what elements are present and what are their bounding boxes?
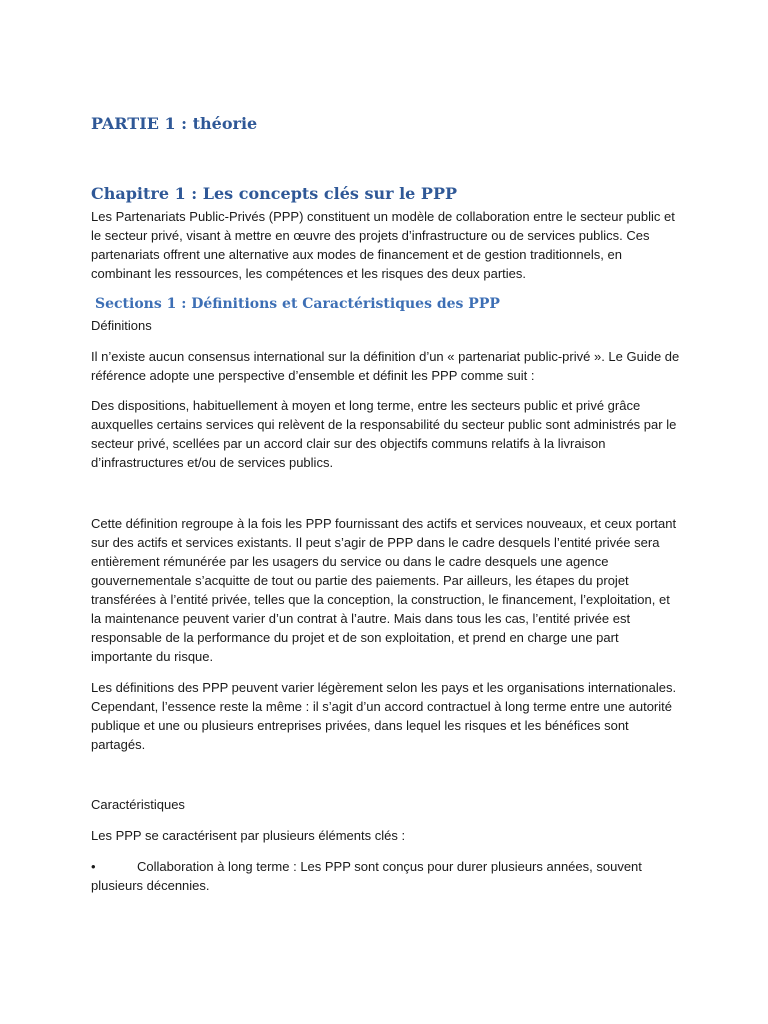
part-title: PARTIE 1 : théorie [91, 114, 258, 133]
bullet-item [91, 857, 681, 895]
definition-intro-paragraph: Il n’existe aucun consensus international sur la définition d’un « partenariat public-privé ». Le Guide de référence adopte une perspective d’ensemble et définit les PPP comme suit : [91, 349, 680, 383]
definition-variation-paragraph: Les définitions des PPP peuvent varier légèrement selon les pays et les organisations internationales. Cependant, l’essence reste la même : il s’agit d’un accord contractuel à long terme entre une autorité publique et une ou plusieurs entreprises privées, dans lequel les risques et les bénéfices sont partagés. [91, 680, 677, 752]
definition-scope-paragraph: Cette définition regroupe à la fois les PPP fournissant des actifs et services nouveaux, et ceux portant sur des actifs et services existants. Il peut s’agir de PPP dans le cadre desquels l’entité privée sera entièrement rémunérée par les usagers du service ou dans le cadre desquels une agence gouvernementale s’acquitte de tout ou partie des paiements. Par ailleurs, les étapes du projet transférées à l’entité privée, telles que la conception, la construction, le financement, l’exploitation, et la maintenance peuvent varier d’un contrat à l’autre. Mais dans tous les cas, l’entité privée est responsable de la performance du projet et de son exploitation, et prend en charge une part importante du risque. [91, 516, 677, 664]
intro-paragraph: Les Partenariats Public-Privés (PPP) constituent un modèle de collaboration entre le secteur public et le secteur privé, visant à mettre en œuvre des projets d’infrastructure ou de services publics. Ces partenariats offrent une alternative aux modes de financement et de gestion traditionnels, en combinant les ressources, les compétences et les risques des deux parties. [91, 209, 675, 281]
characteristics-intro: Les PPP se caractérisent par plusieurs éléments clés : [91, 828, 406, 843]
definition-quote-paragraph: Des dispositions, habituellement à moyen et long terme, entre les secteurs public et privé grâce auxquelles certains services qui relèvent de la responsabilité du secteur public sont administrés par le secteur privé, scellées par un accord clair sur des objectifs communs relatifs à la livraison d’infrastructures et/ou de services publics. [91, 398, 677, 470]
bullet-symbol: • [91, 859, 96, 874]
bullet-text: Collaboration à long terme : Les PPP sont conçus pour durer plusieurs années, souvent plusieurs décennies. [91, 859, 642, 893]
chapter-title: Chapitre 1 : Les concepts clés sur le PPP [91, 184, 458, 203]
section-title: Sections 1 : Définitions et Caractéristiques des PPP [95, 296, 500, 312]
definitions-label: Définitions [91, 318, 152, 333]
characteristics-label: Caractéristiques [91, 797, 185, 812]
